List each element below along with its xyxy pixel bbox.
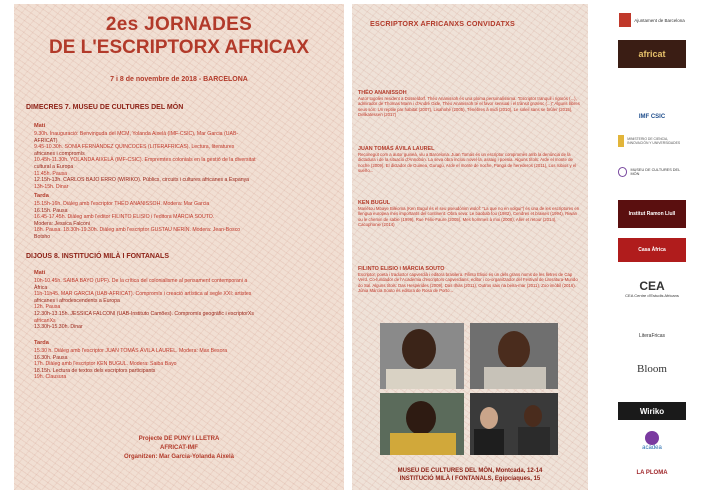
bio-text: Escriptor, poeta i traductor capverdià i editora brasilera. Filinto Elisio és un dels grans noms de les lletres de Cap Verd. Co-fundador de l'Acadèmia d'escriptors capverdians, editor i co-organitzador del Festival de Literatura-Mundo do Sal. Alguns títols: Das Hespérides (2009), Das Ilhas (2011), Outros sais na beira-mar (2011), Zoo imóbil (2016). Júnia Márcia Souto és editora de Rosa de Porto... [358,272,578,294]
schedule-line: 18.15h. Lectura de textos dels escriptors participants [34,367,156,374]
schedule-line: 16.45-17.45h. Diàleg amb l'editor FILINTO ELISIO i l'editora MÁRCIA SOUTO. [34,214,215,221]
bio-text: Autor togolès resident a Düsseldorf. Théo Ananissoh és una ploma personalíssima. "Escriptor tranquil i rigorós (...), admirador de Thomas Mann i d'André Gide, Théo Ananissoh té el favor sensual i el trànsit grotesc (...)" Alguns llibres seus són: Un reptile par habitat (2007), Lisahohé (2005), Ténèbres à midi (2010), Le soleil sans se brûler (2015), Delikatessen (2017) [358,96,580,118]
author-photo [470,323,558,389]
logo-label: MINISTERIO DE CIENCIA, INNOVACIÓN Y UNIVERSIDADES [627,137,681,145]
logo-cea [618,268,686,308]
logo-acadea [618,428,686,454]
schedule-line: 9.30h. Inauguració: Benvinguda del MCM, Yolanda Aixelà (IMF-CSIC), Mar Garcia (UAB- [34,131,239,137]
schedule-line: Àfrica [34,284,48,291]
schedule-line: 17h. Diàleg amb l'escriptor KEN BUGUL. Modera: Saiba Bayo [34,361,177,368]
logo-mcm [618,162,686,182]
logo-literafricas: LiteraFricas [638,333,666,339]
day2-morning-label: Matí [34,270,46,276]
schedule-line: 15.15h-16h. Diàleg amb l'escriptor THÉO ANANISSOH. Modera: Mar Garcia [34,201,210,207]
bio-name: FILINTO ELISIO i MÁRCIA SOUTO [358,266,445,272]
day1-morning-label: Matí [34,123,46,129]
footer-organizers: Organitzen: Mar Garcia-Yolanda Aixelà [123,454,235,460]
venue-1: MUSEU DE CULTURES DEL MÓN, Montcada, 12-14 [397,468,543,474]
day2-afternoon-label: Tarda [34,340,49,346]
acadea-circle-icon [645,431,659,445]
schedule-line: africanes i afrodescendents a Europa [34,297,120,304]
schedule-line: 9.45-10.30h. SONIA FERNÁNDEZ QUINCOCES (LITERAFRICAS). Lectura, literatures [34,144,235,151]
author-photo [380,393,464,455]
schedule-line: cultural a Europa [34,164,74,170]
logo-barcelona [618,10,686,30]
right-poster [352,4,588,490]
cea-mark-icon: CEA [639,278,665,293]
left-poster [14,4,344,490]
schedule-line: 16.15h. Pausa [34,207,68,214]
schedule-line: africanXs [34,317,56,324]
logo-label: Ajuntament de Barcelona [634,17,685,23]
logo-imf-csic: IMF CSIC [638,114,666,120]
schedule-line: 11.45h. Pausa [34,170,68,177]
footer-project: Projecte DE PUNY I LLETRA [138,436,220,442]
schedule-line: 13h-15h. Dinar [34,183,69,190]
logo-la-ploma: LA PLOMA [636,470,668,476]
bio-text: Mariètou Mbaye Biléoma (Ken Bugul és el seu pseudònim wolof: "La que no en volgui") és una de les escriptores en llengua europea més importants del continent. Obra seva: Le baobab fou (1982), Cendres et braises (1994), Riwan ou le chemin de sable (1999), Rue Félix-Faure (2005), Mes hommes à moi (2008), Aller et retour (2014), Cacophonie (2014) [358,206,580,228]
schedule-line: 10h-10.45h. SAIBA BAYO (UPF). De la crítica del colonialisme al pensament contemporani a [34,278,248,284]
day2-header: DIJOUS 8. INSTITUCIÓ MILÀ I FONTANALS [26,253,169,260]
schedule-line: 11h-11h45. MAR GARCIA (UAB-AFRICAT). Compromís i creació artística al segle XXI: artistes [34,291,252,298]
logo-africat: africat [618,40,686,68]
bio-text: Reconegut com a autor guineà, viu a Barcelona. Juan Tomás és un escriptor compromès amb la denúncia de la dictadura i de la situació d'Annobón. La seva obra inclou novel·la, assaig i poesia. Alguns títols: Arde el monte de noche (2009), El dictador de Guinea, Gurugú, Arde el monte de noche, Panga de herederos (2011), Los rubios y el sueño... [358,152,577,174]
logo-label: MUSEU DE CULTURES DEL MÓN [630,168,681,176]
schedule-line: 12.15h-13h. CARLOS BAJO ERRO (WIRIKO). Públics, circuits i cultures africanes a Espanya [34,177,250,184]
schedule-line: 18h. Pausa. 18.30h-19.30h. Diàleg amb l'escriptor GUSTAU NERÍN. Modera: Jean-Bosco [34,227,241,234]
logo-label: acadea [642,445,662,451]
day1-header: DIMECRES 7. MUSEU DE CULTURES DEL MÓN [26,104,184,111]
logo-llull: Institut Ramon Llull [618,200,686,228]
poster-title-line2: DE L'ESCRIPTORX AFRICAX [49,37,309,58]
mcm-circle-icon [618,167,627,177]
schedule-line: 16.30h. Pausa [34,354,68,361]
sponsor-logos [604,4,700,490]
barcelona-shield-icon [619,13,631,27]
schedule-line: Modera: Jessica Falconi [34,220,90,227]
guests-title: ESCRIPTORX AFRICANXS CONVIDATXS [370,19,516,28]
author-photo [380,323,464,389]
schedule-line: 19h. Clausura [34,374,67,381]
spain-shield-icon [618,135,624,147]
logo-bloom: Bloom [637,363,667,375]
logo-ministerio [618,132,686,150]
poster-title-line1: 2es JORNADES [105,14,253,35]
schedule-line: 12h. Pausa [34,304,61,311]
event-dates: 7 i 8 de novembre de 2018 - BARCELONA [110,76,248,83]
author-photos [380,323,560,455]
bio-name: KEN BUGUL [358,200,391,206]
venue-2: INSTITUCIÓ MILÀ I FONTANALS, Egipcíaques, 15 [399,476,541,482]
footer-africat: AFRICAT-IMF [160,445,198,451]
schedule-line: africanes i compromís [34,150,85,157]
schedule-line: AFRICAT) [34,137,58,144]
schedule-line: 13.30h-15.30h. Dinar [34,324,83,331]
schedule-line: Botsho [34,234,51,240]
bio-name: THÉO ANANISSOH [358,90,407,96]
day1-afternoon-label: Tarda [34,193,49,199]
logo-wiriko: Wiriko [618,402,686,420]
schedule-line: 15.30 h. Diàleg amb l'escriptor JUAN TOMÁS ÁVILA LAUREL. Modera: Max Besora [34,348,228,354]
bio-name: JUAN TOMÁS ÁVILA LAUREL [358,146,435,152]
schedule-line: 12.30h-13.15h. JESSICA FALCONI (UAB-Instituto Camões). Compromís geogràfic i escriptorXs [34,311,254,317]
logo-label: CEA Centre d'Estudis Africans [625,292,679,298]
author-photo [470,393,558,455]
logo-casa-africa: Casa Àfrica [618,238,686,262]
schedule-line: 10.45h-11.30h. YOLANDA AIXELÀ (IMF-CSIC). Empremtes colonials en la gestió de la diversitat [34,157,256,164]
